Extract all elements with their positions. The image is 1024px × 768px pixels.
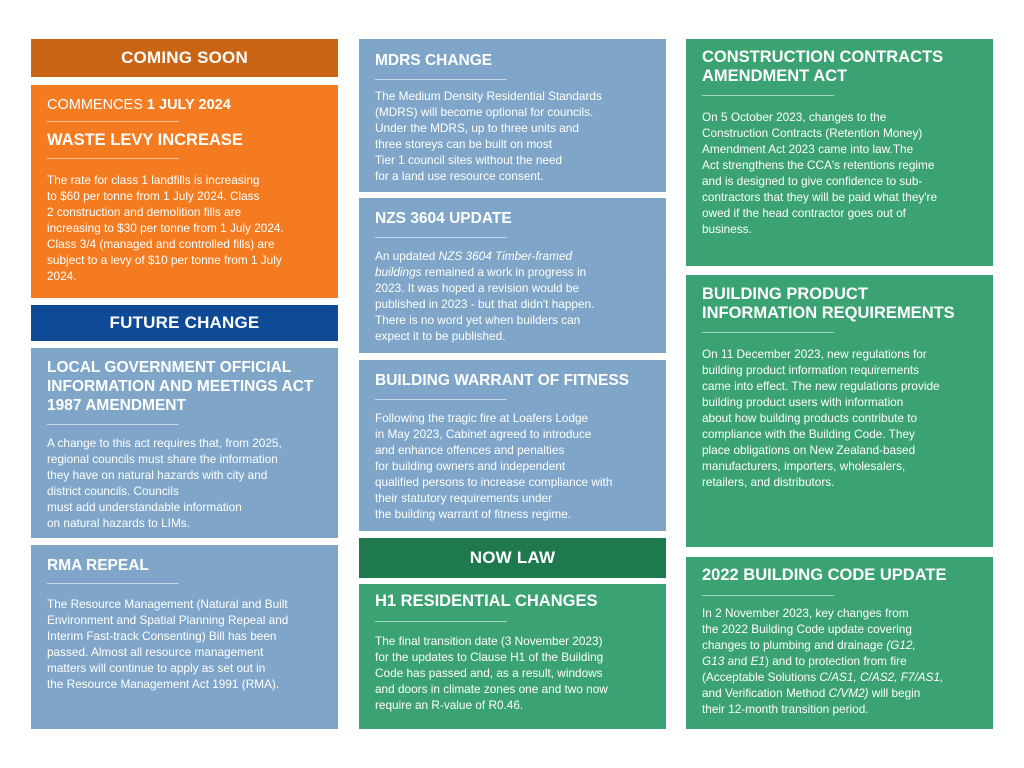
nzs3604-title: NZS 3604 UPDATE [375, 210, 512, 227]
mdrs-title: MDRS CHANGE [375, 52, 493, 69]
bc2022-body-part: ) and to protection from fire (Acceptable Solutions [702, 654, 907, 684]
bc2022-clause-refs: (G12, G13 [702, 638, 916, 668]
bc2022-panel [686, 557, 993, 729]
lgoima-title: LOCAL GOVERNMENT OFFICIAL INFORMATION AND MEETINGS ACT 1987 AMENDMENT [47, 359, 314, 414]
divider [47, 158, 179, 159]
bc2022-acceptable-solutions: C/AS1, C/AS2, F7/AS1, [819, 670, 944, 684]
divider [375, 237, 507, 238]
nzs3604-body [375, 248, 650, 344]
commences-label: COMMENCES [47, 97, 147, 113]
rma-repeal-panel [31, 545, 338, 729]
bc2022-body [702, 605, 977, 717]
h1-title: H1 RESIDENTIAL CHANGES [375, 592, 598, 610]
bc2022-body-part: and Verification Method [702, 686, 826, 700]
bc2022-body-part: and [724, 654, 751, 668]
bc2022-verification-method: C/VM2) [828, 686, 869, 700]
waste-levy-body: The rate for class 1 landfills is increasing to $60 per tonne from 1 July 2024. Class 2 construction and demolition fills are increasing to $30 per tonne from 1 July 2024. Class 3/4 (managed and controlled fills) are subject to a levy of $10 per tonne from 1 July 2024. [47, 173, 284, 283]
h1-panel [359, 584, 666, 729]
bc2022-title: 2022 BUILDING CODE UPDATE [702, 566, 947, 584]
divider [47, 121, 179, 122]
nzs3604-panel [359, 198, 666, 353]
bpi-panel [686, 275, 993, 547]
bwof-panel [359, 360, 666, 531]
bwof-title: BUILDING WARRANT OF FITNESS [375, 372, 630, 389]
nzs3604-body-intro: An updated [375, 249, 439, 263]
h1-body: The final transition date (3 November 2023) for the updates to Clause H1 of the Building Code has passed and, as a result, windows and doors in climate zones one and two now require an R-value of R0.46. [375, 634, 608, 712]
commences-date [47, 96, 322, 114]
divider [702, 332, 834, 333]
bwof-body: Following the tragic fire at Loafers Lodge in May 2023, Cabinet agreed to introduce and enhance offences and penalties for building owners and independent qualified persons to increase compliance with their statutory requirements under the building warrant of fitness regime. [375, 411, 613, 521]
cca-panel [686, 39, 993, 266]
bc2022-body-part: will begin their 12-month transition period. [702, 686, 921, 716]
divider [702, 95, 834, 96]
waste-levy-panel [31, 85, 338, 298]
commences-date-value: 1 JULY 2024 [146, 97, 231, 113]
coming-soon-label: COMING SOON [121, 48, 248, 67]
bc2022-clause-ref: E1 [750, 654, 765, 668]
bpi-title: BUILDING PRODUCT INFORMATION REQUIREMENTS [702, 285, 955, 322]
bc2022-body-part: In 2 November 2023, key changes from the 2022 Building Code update covering changes to plumbing and drainage [702, 606, 912, 652]
cca-body: On 5 October 2023, changes to the Construction Contracts (Retention Money) Amendment Act 2023 came into law.The Act strengthens the CCA's retentions regime and is designed to give confidence to sub- contractors that they will be paid what they're owed if the head contractor goes out of business. [702, 110, 938, 236]
lgoima-body: A change to this act requires that, from 2025, regional councils must share the information they have on natural hazards with city and district councils. Councils must add understandable information on natural hazards to LIMs. [47, 436, 282, 530]
now-law-header [359, 538, 666, 578]
rma-repeal-body: The Resource Management (Natural and Built Environment and Spatial Planning Repeal and Interim Fast-track Consenting) Bill has been passed. Almost all resource management matters will continue to apply as set out in the Resource Management Act 1991 (RMA). [47, 597, 289, 691]
divider [702, 595, 834, 596]
future-change-label: FUTURE CHANGE [109, 313, 260, 332]
bpi-body: On 11 December 2023, new regulations for building product information requirements came into effect. The new regulations provide building product users with information about how building products contribute to compliance with the Building Code. They place obligations on New Zealand-based manufacturers, importers, wholesalers, retailers, and distributors. [702, 347, 940, 489]
rma-repeal-title: RMA REPEAL [47, 557, 149, 574]
future-change-header [31, 305, 338, 341]
lgoima-panel [31, 348, 338, 538]
nzs3604-standard-name: NZS 3604 Timber-framed buildings [375, 249, 573, 279]
waste-levy-title: WASTE LEVY INCREASE [47, 131, 243, 149]
divider [375, 399, 507, 400]
now-law-label: NOW LAW [469, 548, 556, 567]
mdrs-body: The Medium Density Residential Standards (MDRS) will become optional for councils. Under the MDRS, up to three units and three storeys can be built on most Tier 1 council sites without the need for a land use resource consent. [375, 89, 602, 183]
divider [375, 621, 507, 622]
coming-soon-header [31, 39, 338, 77]
mdrs-panel [359, 39, 666, 192]
cca-title: CONSTRUCTION CONTRACTS AMENDMENT ACT [702, 48, 944, 85]
divider [375, 79, 507, 80]
divider [47, 424, 179, 425]
nzs3604-body-rest: remained a work in progress in 2023. It was hoped a revision would be published in 2023 - but that didn't happen. There is no word yet when builders can expect it to be published. [375, 265, 595, 343]
divider [47, 583, 179, 584]
